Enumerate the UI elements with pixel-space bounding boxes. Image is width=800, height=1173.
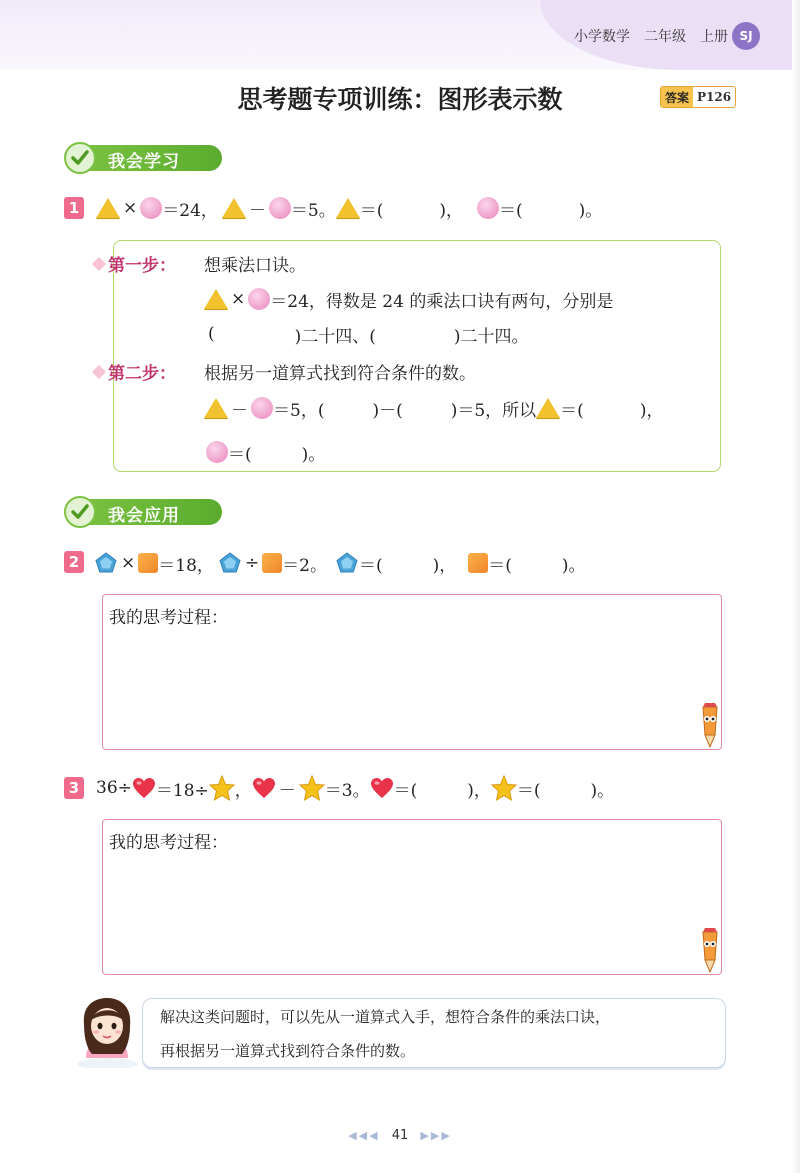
thinking-box-2[interactable] — [102, 594, 722, 750]
question-3-line — [96, 775, 614, 801]
step-1-text — [204, 251, 306, 275]
square-icon — [468, 553, 488, 573]
close-period: )。 — [578, 200, 603, 221]
step-2-seg-d: ＝( — [560, 400, 584, 421]
minus-sign: － — [248, 200, 266, 221]
pencil-mascot-icon — [695, 926, 725, 974]
equals-18-divide: ＝18÷ — [155, 780, 209, 801]
question-2-line — [94, 550, 586, 576]
page-edge — [792, 0, 800, 1173]
square-icon — [262, 553, 282, 573]
equals-24: ＝24， — [162, 200, 218, 221]
tip-line-1: 解决这类问题时，可以先从一道算式入手，想符合条件的乘法口诀， — [160, 1008, 611, 1026]
equals-18: ＝18， — [158, 555, 214, 576]
section-learn-label: 我会学习 — [108, 152, 180, 172]
question-1-line — [96, 196, 602, 220]
close-period: )。 — [561, 555, 586, 576]
check-icon — [64, 496, 96, 528]
close-comma: )， — [432, 555, 457, 576]
equals-open: ＝( — [358, 555, 383, 576]
equals-5: ＝5。 — [290, 200, 336, 221]
thirty-six-divide: 36÷ — [96, 778, 132, 798]
section-apply-label: 我会应用 — [108, 506, 180, 526]
pentagon-icon — [218, 551, 242, 575]
divide-sign: ÷ — [244, 553, 260, 573]
answer-page: P126 — [697, 90, 732, 104]
step-2-text — [204, 359, 476, 383]
step-1-line-3-mid: )二十四、( — [294, 326, 376, 347]
step-2-seg-a: ＝5，( — [273, 400, 325, 421]
step-2-line-3 — [206, 440, 325, 464]
step-1-line-2-text: ＝24，得数是 24 的乘法口诀有两句，分别是 — [270, 291, 614, 312]
header-volume: 上册 — [700, 29, 728, 45]
girl-avatar — [72, 994, 142, 1068]
triangle-icon — [336, 198, 360, 218]
page-number: 41 — [391, 1128, 409, 1143]
heart-icon — [132, 777, 156, 799]
times-sign: × — [121, 553, 136, 573]
question-number-2: 2 — [64, 551, 84, 573]
circle-icon — [269, 197, 291, 219]
thinking-label: 我的思考过程： — [109, 833, 228, 853]
heart-icon — [370, 777, 394, 799]
equals-open: ＝( — [393, 780, 418, 801]
star-icon — [491, 775, 517, 801]
section-apply — [64, 496, 222, 528]
step-2-seg-b: )－( — [372, 400, 403, 421]
answer-reference[interactable] — [660, 86, 736, 108]
triangle-icon — [222, 198, 246, 218]
minus-sign: － — [278, 780, 296, 801]
step-2-seg-c: )＝5，所以 — [450, 400, 537, 421]
question-number-3: 3 — [64, 777, 84, 799]
section-learn — [64, 142, 222, 174]
step-2-label: 第二步： — [108, 359, 176, 384]
equals-open: ＝( — [488, 555, 512, 576]
prev-arrows-icon: ◀◀◀ — [348, 1129, 380, 1142]
circle-icon — [477, 197, 499, 219]
heart-icon — [252, 777, 276, 799]
close-comma: )， — [467, 780, 491, 801]
check-icon — [64, 142, 96, 174]
close-period: )。 — [590, 780, 615, 801]
triangle-icon — [96, 198, 120, 218]
tip-line-2: 再根据另一道算式找到符合条件的数。 — [160, 1042, 416, 1060]
paren-open: ( — [208, 324, 215, 344]
step-2-line-2 — [204, 396, 663, 420]
header-subject: 小学数学 — [574, 29, 630, 45]
page-header — [560, 24, 728, 48]
step-1-text-content: 想乘法口诀。 — [204, 255, 306, 276]
triangle-icon — [204, 398, 228, 418]
circle-icon — [251, 397, 273, 419]
triangle-icon — [536, 398, 560, 418]
equals-open: ＝( — [516, 780, 541, 801]
pentagon-icon — [94, 551, 118, 575]
step-2-text-content: 根据另一道算式找到符合条件的数。 — [204, 363, 476, 384]
times-sign: × — [123, 198, 138, 218]
square-icon — [138, 553, 158, 573]
step-2-line-3-a: ＝( — [228, 444, 252, 465]
equals-open: ＝( — [359, 200, 384, 221]
minus-sign: － — [231, 400, 248, 421]
star-icon — [209, 775, 235, 801]
step-2-line-3-b: )。 — [301, 444, 326, 465]
header-grade: 二年级 — [644, 29, 686, 45]
answer-label: 答案 — [661, 87, 693, 107]
circle-icon — [206, 441, 228, 463]
star-icon — [299, 775, 325, 801]
page-title: 思考题专项训练：图形表示数 — [237, 85, 563, 114]
close-comma: )， — [439, 200, 463, 221]
equals-2: ＝2。 — [282, 555, 327, 576]
triangle-icon — [204, 289, 228, 309]
next-arrows-icon: ▶▶▶ — [420, 1129, 452, 1142]
times-sign: × — [231, 289, 246, 309]
step-1-label: 第一步： — [108, 251, 176, 276]
pentagon-icon — [335, 551, 359, 575]
step-2-seg-e: )， — [639, 400, 664, 421]
question-number-1: 1 — [64, 197, 84, 219]
equals-open: ＝( — [499, 200, 523, 221]
pencil-mascot-icon — [695, 701, 725, 749]
circle-icon — [248, 288, 270, 310]
equals-3: ＝3。 — [324, 780, 370, 801]
step-1-line-3-end: )二十四。 — [453, 326, 529, 347]
page-footer — [0, 1128, 800, 1143]
edition-badge: SJ — [732, 22, 760, 50]
circle-icon — [140, 197, 162, 219]
comma: ， — [234, 780, 252, 801]
thinking-box-3[interactable] — [102, 819, 722, 975]
thinking-label: 我的思考过程： — [109, 608, 228, 628]
step-1-line-3 — [208, 322, 529, 346]
step-1-line-2 — [204, 287, 613, 311]
